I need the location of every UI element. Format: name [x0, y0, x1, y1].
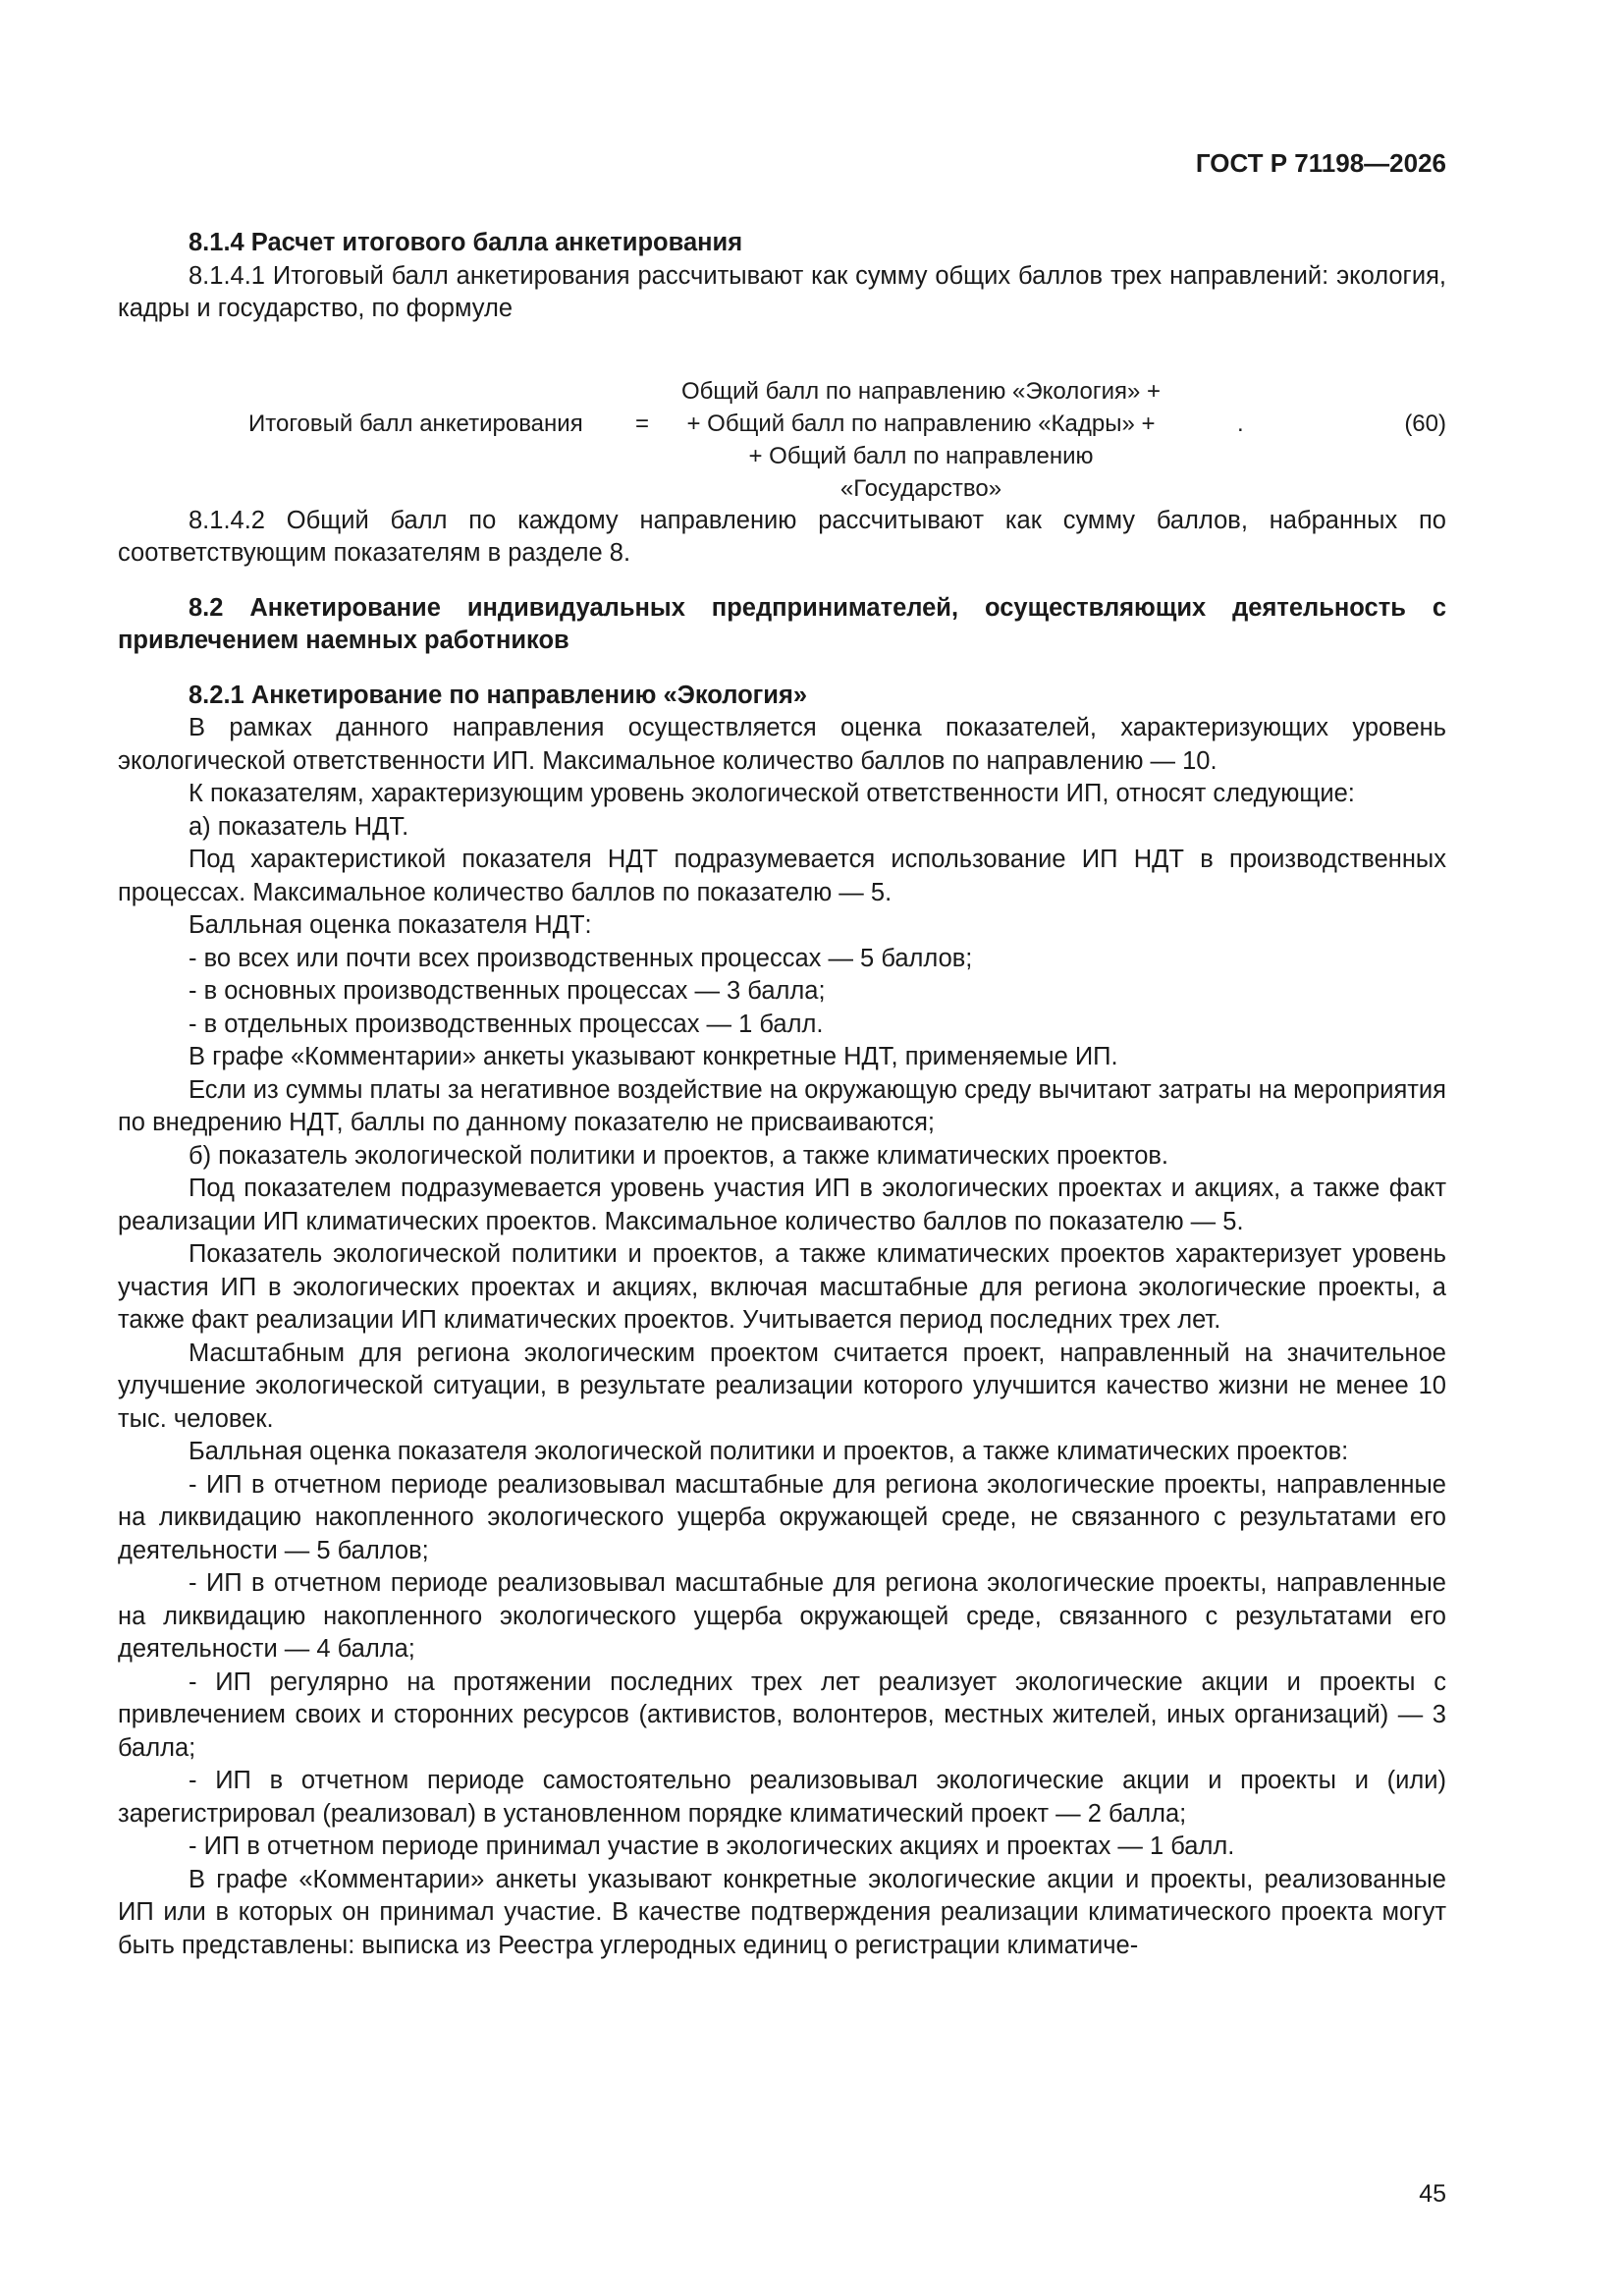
formula-dot: .: [1237, 410, 1244, 437]
paragraph: Если из суммы платы за негативное воздействие на окружающую среду вычитают затраты на мероприятия по внедрению НДТ, баллы по данному показателю не присваиваются;: [118, 1075, 1446, 1136]
formula-number: (60): [1404, 410, 1446, 437]
section-8-2-1-title: 8.2.1 Анкетирование по направлению «Экология»: [189, 681, 808, 709]
section-8-1-4-title: 8.1.4 Расчет итогового балла анкетирования: [189, 229, 743, 256]
section-8-2-title: 8.2 Анкетирование индивидуальных предпринимателей, осуществляющих деятельность с привлечением наемных работников: [118, 593, 1446, 654]
formula-rhs: [676, 375, 1166, 505]
formula-equals: =: [635, 410, 650, 437]
bullet-item: - в отдельных производственных процессах — 1 балл.: [189, 1010, 824, 1038]
formula-rhs-line: + Общий балл по направлению «Кадры» +: [686, 410, 1156, 437]
formula-60: [118, 375, 1446, 502]
page-number: 45: [1419, 2180, 1446, 2208]
paragraph: Показатель экологической политики и проектов, а также климатических проектов характеризует уровень участия ИП в экологических проектах и акциях, включая масштабные для региона экологические проекты, а также факт реализации ИП климатических проектов. Учитывается период последних трех лет.: [118, 1240, 1446, 1334]
bullet-item: - ИП в отчетном периоде реализовывал масштабные для региона экологические проекты, направленные на ликвидацию накопленного экологического ущерба окружающей среде, не связанного с результатами его деятельности — 5 баллов;: [118, 1470, 1446, 1564]
bullet-item: - ИП в отчетном периоде реализовывал масштабные для региона экологические проекты, направленные на ликвидацию накопленного экологического ущерба окружающей среде, связанного с результатами его деятельности — 4 балла;: [118, 1569, 1446, 1663]
bullet-item: - ИП в отчетном периоде принимал участие в экологических акциях и проектах — 1 балл.: [189, 1832, 1235, 1860]
bullet-item: - ИП регулярно на протяжении последних трех лет реализует экологические акции и проекты с привлечением своих и сторонних ресурсов (активистов, волонтеров, местных жителей, иных организаций) — 3 балла;: [118, 1667, 1446, 1762]
bullet-item: - ИП в отчетном периоде самостоятельно реализовывал экологические акции и проекты и (или) зарегистрировал (реализовал) в установленном порядке климатический проект — 2 балла;: [118, 1767, 1446, 1828]
paragraph-8-1-4-2: 8.1.4.2 Общий балл по каждому направлению рассчитывают как сумму баллов, набранных по соответствующим показателям в разделе 8.: [118, 506, 1446, 567]
paragraph-8-1-4-1: 8.1.4.1 Итоговый балл анкетирования рассчитывают как сумму общих баллов трех направлений: экология, кадры и государство, по формуле: [118, 261, 1446, 322]
paragraph: В графе «Комментарии» анкеты указывают конкретные НДТ, применяемые ИП.: [189, 1043, 1118, 1070]
page-body: [118, 227, 1446, 1962]
paragraph: Балльная оценка показателя НДТ:: [189, 911, 592, 939]
paragraph: В графе «Комментарии» анкеты указывают конкретные экологические акции и проекты, реализованные ИП или в которых он принимал участие. В качестве подтверждения реализации климатического проекта могут быть представлены: выписка из Реестра углеродных единиц о регистрации климатиче-: [118, 1865, 1446, 1959]
paragraph: К показателям, характеризующим уровень экологической ответственности ИП, относят следующие:: [189, 780, 1355, 807]
paragraph: Под показателем подразумевается уровень участия ИП в экологических проектах и акциях, а также факт реализации ИП климатических проектов. Максимальное количество баллов по показателю — 5.: [118, 1175, 1446, 1235]
formula-rhs-line: + Общий балл по направлению «Государство»: [748, 442, 1094, 502]
bullet-item: - во всех или почти всех производственных процессах — 5 баллов;: [189, 944, 973, 972]
list-item: а) показатель НДТ.: [189, 812, 409, 841]
paragraph: Масштабным для региона экологическим проектом считается проект, направленный на значительное улучшение экологической ситуации, в результате реализации которого улучшится качество жизни не менее 10 тыс. человек.: [118, 1339, 1446, 1433]
document-code: ГОСТ Р 71198—2026: [1195, 148, 1446, 178]
list-item: б) показатель экологической политики и проектов, а также климатических проектов.: [189, 1141, 1169, 1170]
bullet-item: - в основных производственных процессах — 3 балла;: [189, 977, 826, 1005]
formula-lhs: Итоговый балл анкетирования: [248, 410, 583, 437]
paragraph: Балльная оценка показателя экологической политики и проектов, а также климатических проектов:: [189, 1438, 1349, 1465]
paragraph: В рамках данного направления осуществляется оценка показателей, характеризующих уровень экологической ответственности ИП. Максимальное количество баллов по направлению — 10.: [118, 714, 1446, 775]
formula-rhs-line: Общий балл по направлению «Экология» +: [680, 377, 1162, 405]
paragraph: Под характеристикой показателя НДТ подразумевается использование ИП НДТ в производственных процессах. Максимальное количество баллов по показателю — 5.: [118, 846, 1446, 906]
